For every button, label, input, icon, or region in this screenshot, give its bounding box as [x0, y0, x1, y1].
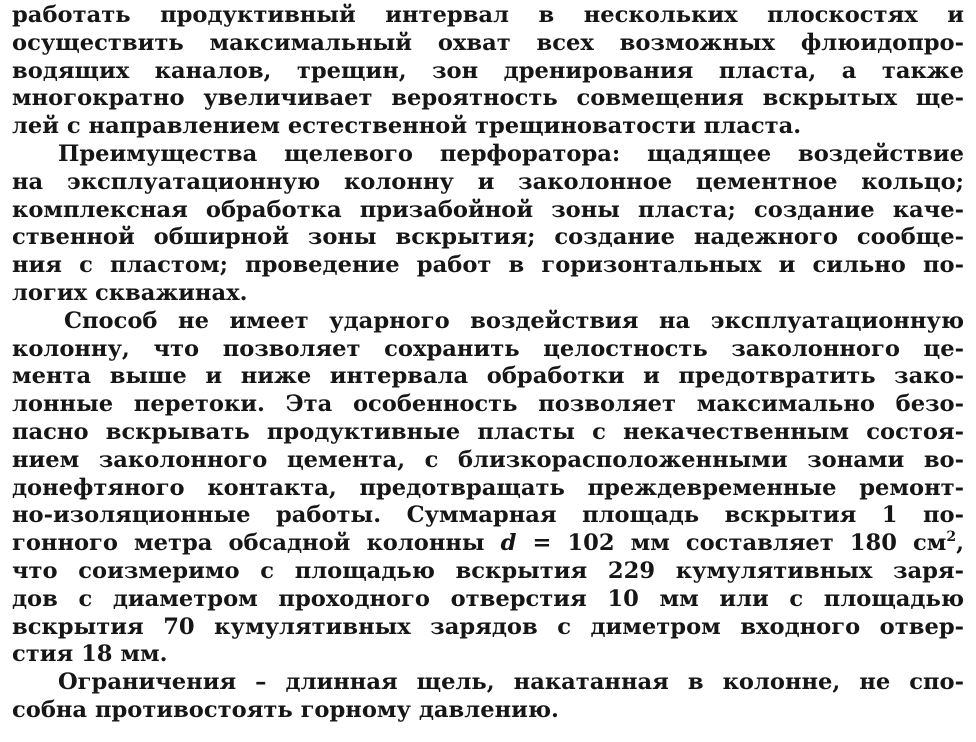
text-line: осуществить максимальный охват всех возможных флюидопро- [12, 29, 964, 56]
text-line: нием заколонного цемента, с близкорасположенными зонами во- [12, 446, 964, 473]
text-line: работать продуктивный интервал в нескольких плоскостях и [12, 2, 964, 28]
text-line: мента выше и ниже интервала обработки и предотвратить зако- [12, 363, 964, 390]
paragraph-3 [12, 308, 964, 669]
paragraph-2 [12, 141, 964, 308]
formula-text-before: гонного метра обсадной колонны [12, 530, 485, 557]
text-line: ственной обширной зоны вскрытия; создание надежного сообще- [12, 224, 964, 251]
text-line: на эксплуатационную колонну и заколонное цементное кольцо; [12, 168, 964, 195]
text-line: лей с направлением естественной трещиноватости пласта. [12, 113, 802, 140]
document-page [12, 2, 964, 725]
paragraph-1 [12, 2, 964, 141]
text-line: вскрытия 70 кумулятивных зарядов с диметром входного отвер- [12, 613, 964, 640]
text-line: пасно вскрывать продуктивные пласты с некачественным состоя- [12, 418, 964, 445]
text-line: комплексная обработка призабойной зоны пласта; создание каче- [12, 196, 964, 223]
text-line: многократно увеличивает вероятность совмещения вскрытых ще- [12, 85, 964, 112]
formula-line [12, 530, 964, 558]
text-line: собна противостоять горному давлению. [12, 696, 559, 723]
formula-superscript: 2 [946, 529, 957, 546]
text-line: Преимущества щелевого перфоратора: щадящее воздействие [58, 140, 964, 167]
paragraph-4 [12, 669, 964, 725]
formula-tail: , [956, 530, 964, 557]
text-line: что соизмеримо с площадью вскрытия 229 кумулятивных заря- [12, 557, 964, 584]
formula-text-after: = 102 мм составляет 180 см [532, 530, 947, 557]
text-line: стия 18 мм. [12, 641, 168, 668]
text-line: ния с пластом; проведение работ в горизонтальных и сильно по- [12, 252, 964, 279]
text-line: Ограничения – длинная щель, накатанная в колонне, не спо- [58, 669, 964, 696]
text-line: водящих каналов, трещин, зон дренирования пласта, а также [12, 57, 964, 84]
text-line: дов с диаметром проходного отверстия 10 мм или с площадью [12, 585, 964, 612]
text-line: Способ не имеет ударного воздействия на эксплуатационную [64, 307, 964, 334]
text-line: колонну, что позволяет сохранить целостность заколонного це- [12, 335, 964, 362]
formula-variable: d [500, 530, 517, 557]
text-line: донефтяного контакта, предотвращать преждевременные ремонт- [12, 474, 964, 501]
text-line: логих скважинах. [12, 279, 248, 306]
text-line: лонные перетоки. Эта особенность позволяет максимально безо- [12, 391, 964, 418]
text-line: но-изоляционные работы. Суммарная площадь вскрытия 1 по- [12, 502, 964, 529]
